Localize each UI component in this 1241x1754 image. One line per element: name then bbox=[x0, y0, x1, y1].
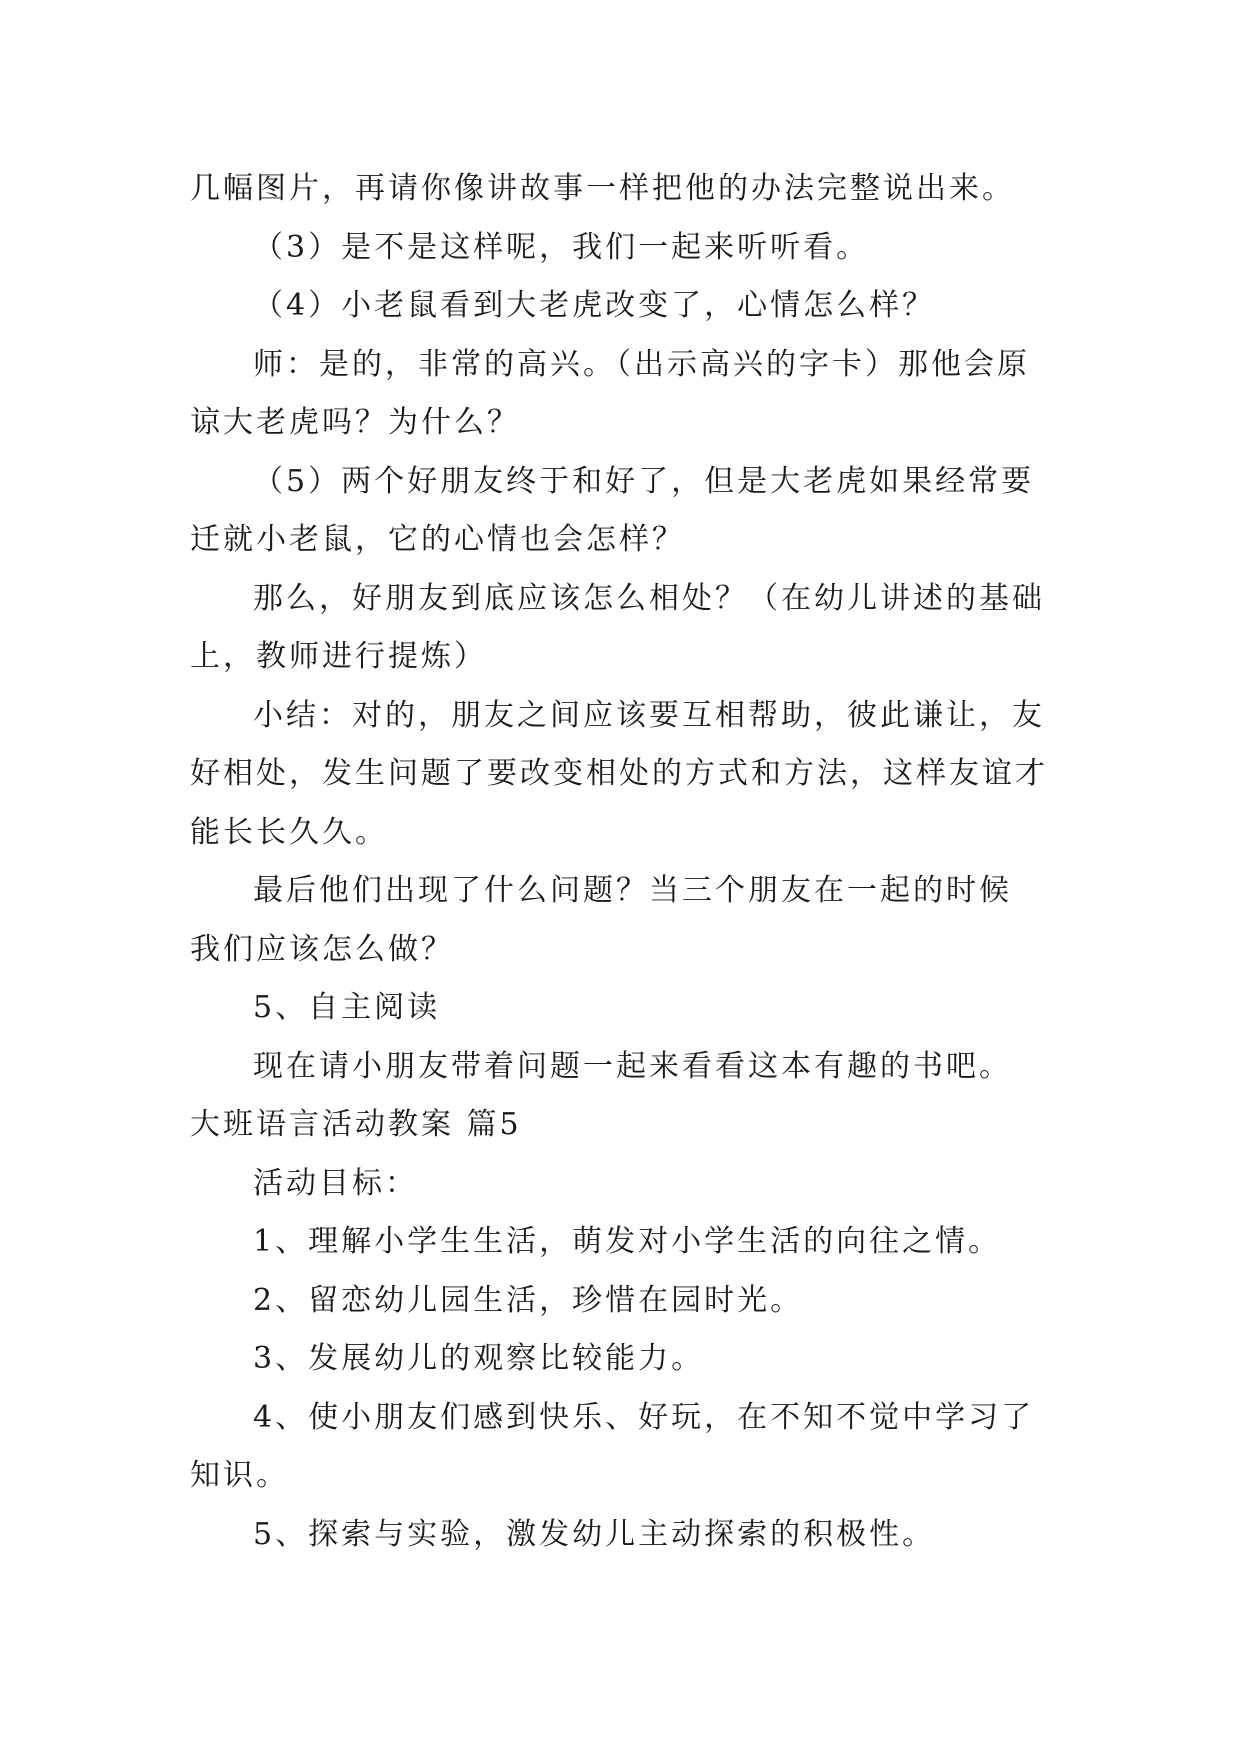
text-line: 5、探索与实验，激发幼儿主动探索的积极性。 bbox=[253, 1516, 936, 1552]
text-line: 迁就小老鼠，它的心情也会怎样？ bbox=[190, 522, 685, 557]
text-line: （5）两个好朋友终于和好了，但是大老虎如果经常要 bbox=[253, 463, 1035, 499]
text-line: 最后他们出现了什么问题？当三个朋友在一起的时候 bbox=[253, 873, 1012, 908]
document-body bbox=[190, 160, 1050, 1564]
text-line: 上，教师进行提炼） bbox=[190, 639, 487, 674]
text-line: 2、留恋幼儿园生活，珍惜在园时光。 bbox=[253, 1282, 804, 1318]
text-line: 知识。 bbox=[190, 1458, 289, 1493]
text-line: 几幅图片，再请你像讲故事一样把他的办法完整说出来。 bbox=[190, 171, 1015, 206]
text-line: 师：是的，非常的高兴。（出示高兴的字卡）那他会原 bbox=[253, 346, 1030, 382]
text-line: 活动目标： bbox=[253, 1165, 418, 1201]
text-line: 好相处，发生问题了要改变相处的方式和方法，这样友谊才 bbox=[190, 756, 1048, 791]
text-line: 4、使小朋友们感到快乐、好玩，在不知不觉中学习了 bbox=[253, 1399, 1035, 1435]
text-line: 我们应该怎么做？ bbox=[190, 931, 454, 967]
text-line: 1、理解小学生生活，萌发对小学生活的向往之情。 bbox=[253, 1224, 1002, 1259]
text-line: 那么，好朋友到底应该怎么相处？（在幼儿讲述的基础 bbox=[253, 580, 1045, 616]
text-line: 现在请小朋友带着问题一起来看看这本有趣的书吧。 bbox=[253, 1048, 1012, 1084]
text-line: 3、发展幼儿的观察比较能力。 bbox=[253, 1341, 705, 1376]
text-line: （3）是不是这样呢，我们一起来听听看。 bbox=[253, 229, 870, 265]
section-heading: 大班语言活动教案 篇5 bbox=[190, 1107, 522, 1142]
text-line: 谅大老虎吗？为什么？ bbox=[190, 405, 520, 440]
text-line: 能长长久久。 bbox=[190, 814, 388, 850]
text-line: 5、自主阅读 bbox=[253, 990, 441, 1025]
text-line: （4）小老鼠看到大老虎改变了，心情怎么样？ bbox=[253, 288, 936, 323]
text-line: 小结：对的，朋友之间应该要互相帮助，彼此谦让，友 bbox=[253, 697, 1045, 733]
